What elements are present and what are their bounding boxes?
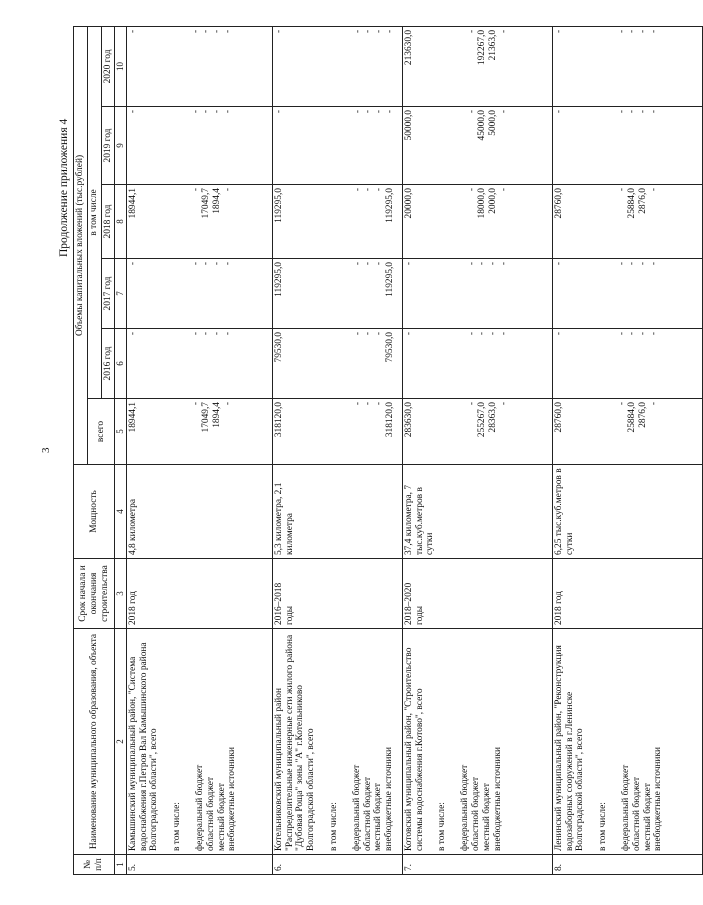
value-sources: - 18000,0 2000,0 - bbox=[466, 188, 510, 219]
value-cell bbox=[272, 107, 402, 185]
capacity-cell: 4,8 километра bbox=[126, 465, 272, 559]
value-cell bbox=[126, 185, 272, 259]
capacity-cell: 5,3 километра, 2,1 километра bbox=[272, 465, 402, 559]
capacity-cell: 6,25 тыс.куб.метров в сутки bbox=[552, 465, 702, 559]
object-name: Камышинский муниципальный район, "Система водоснабжения г.Петров Вал Камышинского района Волгоградской области", всего bbox=[127, 642, 160, 851]
table-row bbox=[272, 26, 402, 874]
header-num: № п/п bbox=[74, 855, 115, 875]
value-sources: - - - - bbox=[616, 262, 660, 266]
value-sources: - 255267,0 28363,0 - bbox=[466, 402, 510, 438]
value-cell bbox=[126, 26, 272, 106]
value-total: - bbox=[127, 262, 138, 266]
value-total: 28760,0 bbox=[553, 402, 564, 433]
value-sources: - 25884,0 2876,0 - bbox=[616, 188, 660, 219]
object-cell bbox=[552, 629, 702, 855]
row-num: 6. bbox=[272, 855, 402, 875]
object-name: Котельниковский муниципальный район "Распределительные инженерные сети жилого района "Дубовая Роща" зоны "А" г.Котельниково Волгоградской области", всего bbox=[273, 634, 317, 851]
period-cell: 2018 год bbox=[552, 559, 702, 629]
incl-label: в том числе: bbox=[437, 802, 448, 851]
header-incl: в том числе bbox=[87, 26, 101, 398]
table-body bbox=[126, 26, 702, 874]
object-name: Котовский муниципальный район, "Строительство системы водоснабжения г.Котово", всего bbox=[403, 647, 425, 851]
value-cell bbox=[552, 185, 702, 259]
value-total: 119295,0 bbox=[273, 188, 284, 223]
header-year: 2018 год bbox=[101, 185, 115, 259]
page-number: 3 bbox=[40, 447, 52, 453]
value-sources: - - - 119295,0 bbox=[352, 188, 396, 223]
row-num: 8. bbox=[552, 855, 702, 875]
value-cell bbox=[552, 329, 702, 399]
col-number: 9 bbox=[115, 107, 126, 185]
col-number: 1 bbox=[115, 855, 126, 875]
col-number: 8 bbox=[115, 185, 126, 259]
value-cell bbox=[272, 259, 402, 329]
value-sources: - - - - bbox=[190, 29, 234, 34]
value-cell bbox=[402, 329, 552, 399]
table-row bbox=[126, 26, 272, 874]
object-cell bbox=[126, 629, 272, 855]
value-total: - bbox=[553, 110, 564, 114]
value-total: - bbox=[273, 29, 284, 34]
value-total: 18944,1 bbox=[127, 402, 138, 433]
investment-table bbox=[73, 26, 703, 875]
sources-list: федеральный бюджет областной бюджет местный бюджет внебюджетные источники bbox=[621, 746, 664, 851]
value-cell bbox=[552, 107, 702, 185]
object-name: Ленинский муниципальный район, "Реконструкция водозаборных сооружений в г.Ленинске Волгоградской области", всего bbox=[553, 645, 586, 851]
value-cell bbox=[272, 185, 402, 259]
value-cell bbox=[402, 259, 552, 329]
value-total: 119295,0 bbox=[273, 262, 284, 297]
value-sources: - 25884,0 2876,0 - bbox=[616, 402, 660, 433]
header-volumes: Объемы капитальных вложений (тыс.рублей) bbox=[74, 26, 88, 464]
value-total: - bbox=[553, 262, 564, 266]
value-total: 50000,0 bbox=[403, 110, 414, 141]
value-total: 79530,0 bbox=[273, 332, 284, 363]
sources-list: федеральный бюджет областной бюджет местный бюджет внебюджетные источники bbox=[460, 746, 503, 851]
value-total: - bbox=[553, 29, 564, 34]
value-total: 213630,0 bbox=[403, 29, 414, 66]
header-capacity: Мощность bbox=[74, 465, 115, 559]
continuation-title: Продолжение приложения 4 bbox=[58, 118, 70, 257]
value-cell bbox=[126, 329, 272, 399]
period-cell: 2018 год bbox=[126, 559, 272, 629]
value-sources: - - - - bbox=[352, 110, 396, 114]
header-year: 2016 год bbox=[101, 329, 115, 399]
header-year: 2020 год bbox=[101, 26, 115, 106]
value-sources: - - - - bbox=[616, 110, 660, 114]
value-cell bbox=[552, 259, 702, 329]
capacity-cell: 37,4 километра, 7 тыс.куб.метров в сутки bbox=[402, 465, 552, 559]
header-year: 2017 год bbox=[101, 259, 115, 329]
value-cell bbox=[552, 26, 702, 106]
value-sources: - 17049,7 1894,4 - bbox=[190, 188, 234, 219]
object-cell bbox=[402, 629, 552, 855]
header-row-1 bbox=[74, 26, 88, 874]
value-sources: - - - - bbox=[616, 29, 660, 34]
value-total: - bbox=[127, 332, 138, 336]
row-num: 5. bbox=[126, 855, 272, 875]
value-sources: - - - 318120,0 bbox=[352, 402, 396, 438]
value-sources: - - - - bbox=[616, 332, 660, 336]
value-total: 318120,0 bbox=[273, 402, 284, 438]
value-cell bbox=[402, 26, 552, 106]
period-cell: 2018–2020 годы bbox=[402, 559, 552, 629]
value-sources: - - - 79530,0 bbox=[352, 332, 396, 363]
value-cell bbox=[552, 399, 702, 465]
incl-label: в том числе: bbox=[598, 802, 609, 851]
header-year: 2019 год bbox=[101, 107, 115, 185]
value-cell bbox=[272, 399, 402, 465]
col-number: 5 bbox=[115, 399, 126, 465]
incl-label: в том числе: bbox=[329, 802, 340, 851]
value-cell bbox=[402, 107, 552, 185]
value-sources: - - - - bbox=[190, 332, 234, 336]
object-cell bbox=[272, 629, 402, 855]
table-row bbox=[402, 26, 552, 874]
value-total: - bbox=[127, 110, 138, 114]
sources-list: федеральный бюджет областной бюджет местный бюджет внебюджетные источники bbox=[195, 746, 238, 851]
value-cell bbox=[402, 399, 552, 465]
value-total: - bbox=[403, 262, 414, 266]
col-number: 7 bbox=[115, 259, 126, 329]
value-cell bbox=[402, 185, 552, 259]
value-sources: - - - - bbox=[190, 110, 234, 114]
value-sources: - - - 119295,0 bbox=[352, 262, 396, 297]
value-sources: - - - - bbox=[352, 29, 396, 34]
value-cell bbox=[126, 399, 272, 465]
col-number: 10 bbox=[115, 26, 126, 106]
value-total: 28760,0 bbox=[553, 188, 564, 219]
value-sources: - - - - bbox=[466, 262, 510, 266]
value-sources: - - - - bbox=[466, 332, 510, 336]
value-total: 283630,0 bbox=[403, 402, 414, 438]
value-total: 18944,1 bbox=[127, 188, 138, 219]
row-num: 7. bbox=[402, 855, 552, 875]
value-cell bbox=[272, 26, 402, 106]
table-row bbox=[552, 26, 702, 874]
incl-label: в том числе: bbox=[172, 802, 183, 851]
period-cell: 2016–2018 годы bbox=[272, 559, 402, 629]
header-total: всего bbox=[87, 399, 115, 465]
header-period: Срок начала и окончания строительства bbox=[74, 559, 115, 629]
value-sources: - 17049,7 1894,4 - bbox=[190, 402, 234, 433]
col-number: 2 bbox=[115, 629, 126, 855]
value-cell bbox=[126, 107, 272, 185]
value-total: - bbox=[273, 110, 284, 114]
value-total: - bbox=[403, 332, 414, 336]
col-number: 4 bbox=[115, 465, 126, 559]
value-cell bbox=[126, 259, 272, 329]
col-number: 6 bbox=[115, 329, 126, 399]
value-sources: - - - - bbox=[190, 262, 234, 266]
sources-list: федеральный бюджет областной бюджет местный бюджет внебюджетные источники bbox=[351, 746, 395, 851]
header-name: Наименование муниципального образования, объекта bbox=[74, 629, 115, 855]
column-number-row bbox=[115, 26, 126, 874]
col-number: 3 bbox=[115, 559, 126, 629]
value-sources: - 45000,0 5000,0 - bbox=[466, 110, 510, 141]
value-total: 20000,0 bbox=[403, 188, 414, 219]
value-cell bbox=[272, 329, 402, 399]
value-total: - bbox=[553, 332, 564, 336]
value-total: - bbox=[127, 29, 138, 34]
value-sources: - 192267,0 21363,0 - bbox=[466, 29, 510, 66]
